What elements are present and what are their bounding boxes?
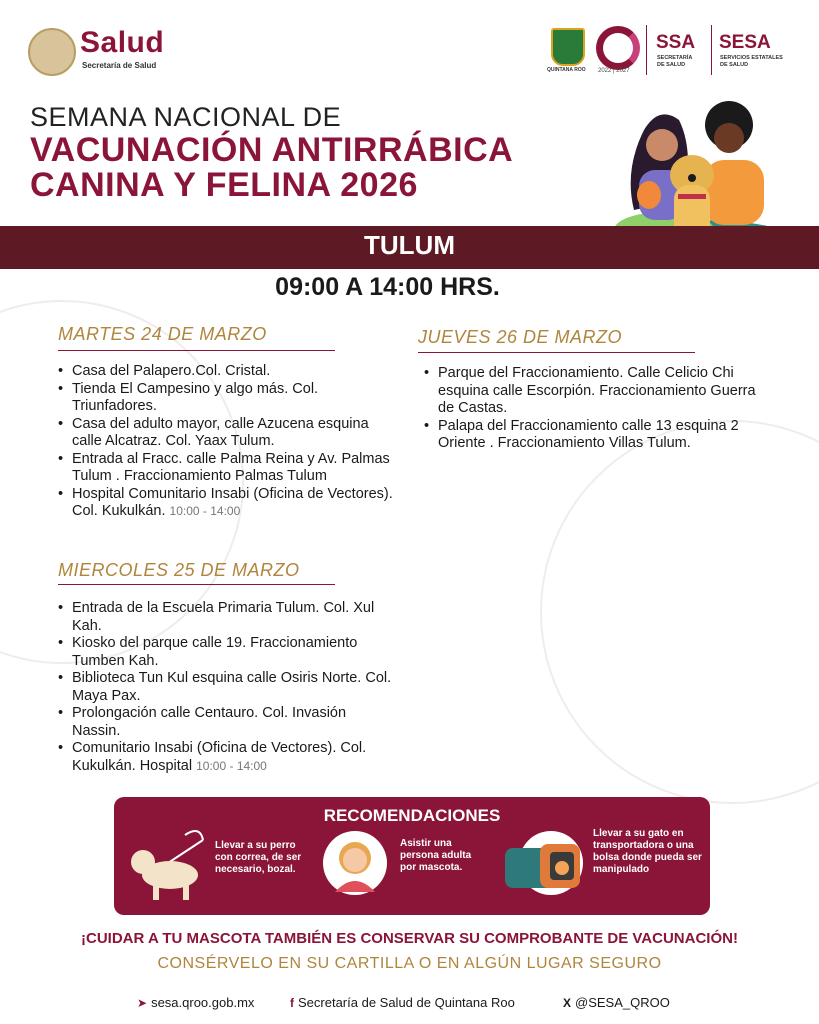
list-item: • Entrada de la Escuela Primaria Tulum. Col. Xul Kah.: [58, 600, 398, 635]
list-item: [58, 740, 398, 775]
mexico-seal-logo: [28, 28, 76, 76]
sesa-logo-title: SESA: [719, 32, 771, 53]
sesa-logo-subtitle: [720, 55, 783, 69]
list-item: [58, 486, 398, 521]
salud-logo-title: Salud: [80, 26, 165, 59]
recommendation-text-cat: Llevar a su gato en transportadora o una bolsa donde pueda ser manipulado: [593, 828, 702, 875]
list-item: • Casa del adulto mayor, calle Azucena esquina calle Alcatraz. Col. Yaax Tulum.: [58, 416, 398, 451]
recommendation-text-adult: Asistir una persona adulta por mascota.: [400, 838, 472, 873]
list-item: • Biblioteca Tun Kul esquina calle Osiris Norte. Col. Maya Pax.: [58, 670, 398, 705]
slogan-main: ¡CUIDAR A TU MASCOTA TAMBIÉN ES CONSERVAR SU COMPROBANTE DE VACUNACIÓN!: [81, 930, 738, 947]
header-divider: [646, 25, 647, 75]
x-icon: X: [563, 996, 572, 1010]
ssa-logo-subtitle: [657, 55, 692, 69]
site-time: 10:00 - 14:00: [169, 504, 241, 518]
site-time: 10:00 - 14:00: [196, 758, 267, 773]
cursor-icon: ➤: [137, 996, 148, 1010]
list-item: • Prolongación calle Centauro. Col. Invasión Nassin.: [58, 705, 398, 740]
site-text: Hospital Comunitario Insabi (Oficina de Vectores). Col. Kukulkán.: [72, 485, 393, 519]
q-logo-caption: 2022 | 2027: [598, 68, 630, 74]
list-item: • Parque del Fraccionamiento. Calle Celicio Chi esquina calle Escorpión. Fraccionamiento Guerra de Castas.: [424, 365, 769, 418]
hours-text: 09:00 A 14:00 HRS.: [275, 273, 500, 301]
adult-person-face-icon: [330, 836, 380, 892]
quintana-roo-caption: QUINTANA ROO: [547, 67, 586, 73]
footer-web[interactable]: [137, 995, 254, 1010]
q-government-logo: [596, 26, 640, 70]
sesa-subtitle-line: DE SALUD: [720, 62, 749, 68]
recommendations-title: RECOMENDACIONES: [323, 806, 501, 825]
site-list-tuesday: [58, 363, 398, 521]
quintana-roo-shield-logo: [551, 28, 585, 66]
day-heading-wednesday: MIERCOLES 25 DE MARZO: [58, 560, 300, 580]
title-line-1: SEMANA NACIONAL DE: [30, 102, 342, 132]
footer-x-text: @SESA_QROO: [575, 995, 670, 1010]
list-item: • Tienda El Campesino y algo más. Col. Triunfadores.: [58, 381, 398, 416]
ssa-subtitle-line: SECRETARÍA: [657, 55, 693, 61]
header-divider: [711, 25, 712, 75]
day-heading-rule: [58, 584, 335, 585]
footer-facebook[interactable]: [290, 995, 515, 1010]
background-watermark: [540, 420, 819, 804]
dog-on-leash-icon: [125, 820, 210, 905]
list-item: • Kiosko del parque calle 19. Fraccionamiento Tumben Kah.: [58, 635, 398, 670]
list-item: • Casa del Palapero.Col. Cristal.: [58, 363, 398, 381]
footer-x[interactable]: [563, 995, 670, 1010]
title-line-3: CANINA Y FELINA 2026: [30, 166, 418, 204]
slogan-subtitle: CONSÉRVELO EN SU CARTILLA O EN ALGÚN LUGAR SEGURO: [157, 955, 662, 972]
ssa-logo-title: SSA: [656, 32, 696, 53]
day-heading-rule: [418, 352, 695, 353]
footer-facebook-text: Secretaría de Salud de Quintana Roo: [298, 995, 515, 1010]
site-list-wednesday: [58, 600, 398, 775]
site-list-thursday: [424, 365, 769, 453]
recommendation-text-dog: Llevar a su perro con correa, de ser necesario, bozal.: [215, 840, 302, 875]
ssa-subtitle-line: DE SALUD: [657, 62, 686, 68]
sesa-subtitle-line: SERVICIOS ESTATALES: [720, 55, 783, 61]
cat-carrier-icon: [500, 838, 586, 892]
footer-web-text: sesa.qroo.gob.mx: [151, 995, 255, 1010]
site-text: Comunitario Insabi (Oficina de Vectores). Col. Kukulkán. Hospital: [72, 740, 367, 774]
list-item: • Palapa del Fraccionamiento calle 13 esquina 2 Oriente . Fraccionamiento Villas Tulum.: [424, 418, 769, 453]
location-title: TULUM: [364, 230, 455, 260]
day-heading-rule: [58, 350, 335, 351]
day-heading-tuesday: MARTES 24 DE MARZO: [58, 324, 267, 344]
title-line-2: VACUNACIÓN ANTIRRÁBICA: [30, 131, 514, 169]
day-heading-thursday: JUEVES 26 DE MARZO: [418, 327, 623, 347]
salud-logo-subtitle: Secretaría de Salud: [82, 61, 157, 70]
facebook-icon: f: [290, 996, 294, 1010]
list-item: • Entrada al Fracc. calle Palma Reina y Av. Palmas Tulum . Fraccionamiento Palmas Tulum: [58, 451, 398, 486]
